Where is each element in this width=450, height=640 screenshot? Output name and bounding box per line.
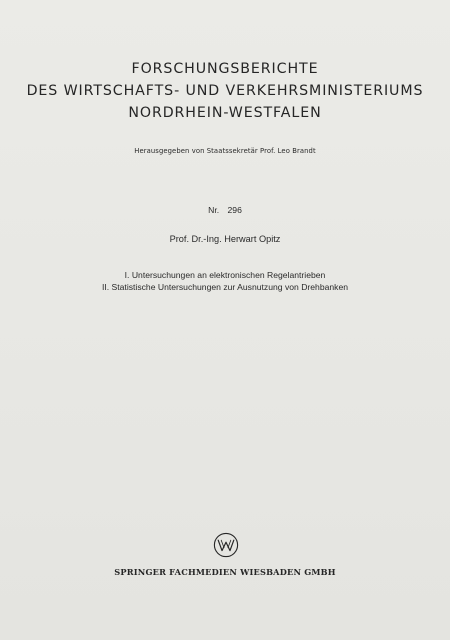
series-title-line-2: DES WIRTSCHAFTS- UND VERKEHRSMINISTERIUMS: [26, 83, 424, 99]
series-title-line-1: FORSCHUNGSBERICHTE: [131, 61, 319, 77]
publisher-name: SPRINGER FACHMEDIEN WIESBADEN GMBH: [114, 567, 336, 577]
publisher-logo-icon: [213, 532, 239, 558]
subtitle-2: II. Statistische Untersuchungen zur Ausnutzung von Drehbanken: [101, 282, 349, 292]
author: Prof. Dr.-Ing. Herwart Opitz: [169, 234, 281, 244]
editor-line: Herausgegeben von Staatssekretär Prof. Leo Brandt: [134, 147, 316, 155]
subtitle-1: I. Untersuchungen an elektronischen Regelantrieben: [124, 270, 326, 280]
report-number: Nr. 296: [208, 205, 242, 215]
series-title-line-3: NORDRHEIN-WESTFALEN: [128, 105, 322, 121]
